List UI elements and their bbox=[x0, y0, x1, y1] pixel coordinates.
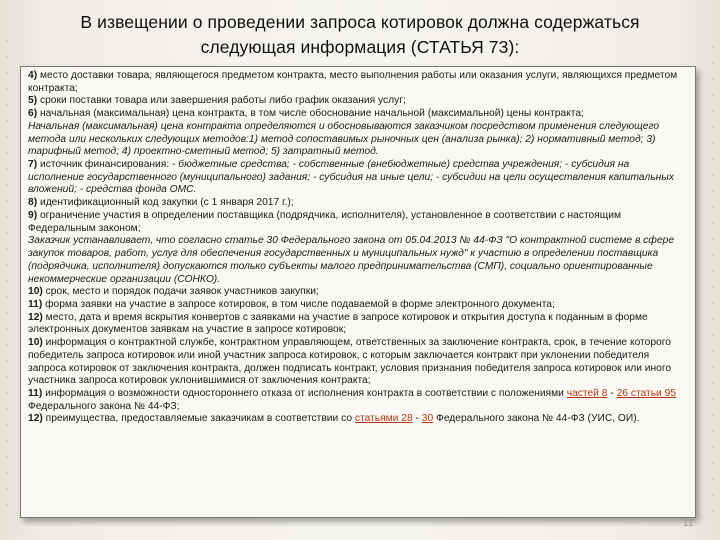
item-number: 5) bbox=[28, 95, 38, 107]
item-text: ограничение участия в определении поставщика (подрядчика, исполнителя), установленное в соответствии с настоящим Федеральным законом; bbox=[28, 209, 622, 234]
paragraph-12 bbox=[28, 312, 688, 337]
item-number: 4) bbox=[28, 70, 38, 81]
paragraph-11-refusal bbox=[28, 388, 688, 413]
item-text-end: Федерального закона № 44-ФЗ; bbox=[28, 400, 180, 412]
title-line-2: следующая информация (СТАТЬЯ 73): bbox=[200, 37, 520, 57]
link-articles-28[interactable]: статьями 28 bbox=[354, 413, 413, 425]
paragraph-8 bbox=[28, 197, 688, 210]
dash-separator: - bbox=[607, 387, 617, 399]
item-text: форма заявки на участие в запросе котировок, в том числе подаваемой в форме электронного документа; bbox=[42, 298, 555, 310]
item-text: место, дата и время вскрытия конвертов с заявками на участие в запросе котировок и открытия доступа к поданным в форме электронных документов заявкам на участие в запросе котировок; bbox=[28, 311, 648, 336]
item-text: начальная (максимальная) цена контракта, в том числе обоснование начальной (максимальной) цены контракта; bbox=[37, 108, 584, 120]
paragraph-10 bbox=[28, 286, 688, 299]
paragraph-12-advantages bbox=[28, 413, 688, 426]
item-text: место доставки товара, являющегося предметом контракта, место выполнения работы или оказания услуги, являющихся предметом контракта; bbox=[28, 70, 678, 94]
item-number: 6) bbox=[28, 108, 38, 120]
item-number: 8) bbox=[28, 197, 38, 209]
link-parts-8[interactable]: частей 8 bbox=[566, 387, 608, 399]
item-number: 9) bbox=[28, 209, 38, 221]
item-text: сроки поставки товара или завершения работы либо график оказания услуг; bbox=[37, 95, 406, 107]
item-number: 12) bbox=[28, 413, 43, 425]
paragraph-9 bbox=[28, 210, 688, 235]
price-methods-note: Начальная (максимальная) цена контракта определяются и обосновываются заказчиком посредством применения следующего метода или нескольких следующих методов:1) метод сопоставимых рыночных цен (анализа рынка); 2) нормативный метод; 3) тарифный метод; 4) проектно-сметный метод; 5) затратный метод. bbox=[28, 120, 660, 158]
item-number: 7) bbox=[28, 159, 38, 171]
item-number: 12) bbox=[28, 311, 43, 323]
smp-sonko-note: Заказчик устанавливает, что согласно статье 30 Федерального закона от 05.04.2013 № 44-ФЗ "О контрактной системе в сфере закупок товаров, работ, услуг для обеспечения государственных и муниципальных нужд" к участию в определении поставщика (подрядчика, исполнителя) допускаются только субъекты малого предпринимательства (СМП), социально ориентированные некоммерческие организации (СОНКО). bbox=[28, 235, 675, 285]
funding-sources-text: - бюджетные средства; - собственные (внебюджетные) средства учреждения; - субсидия на исполнение государственного (муниципального) задания; - субсидия на иные цели; - субсидии на цели осуществления капитальных вложений; - средства фонда ОМС. bbox=[28, 159, 674, 196]
item-text: источник финансирования: bbox=[37, 159, 173, 171]
item-number: 10) bbox=[28, 286, 43, 298]
item-text: информация о контрактной службе, контрактном управляющем, ответственных за заключение контракта, срок, в течение которого победитель запроса котировок или иной участник запроса котировок, с которым заключается контракт при уклонении победителя запроса котировок от заключения контракта, должен подписать контракт, условия признания победителя запроса котировок или иного участника запроса котировок уклонившимися от заключения контракта; bbox=[28, 337, 672, 387]
paragraph-11 bbox=[28, 299, 688, 312]
paragraph-5 bbox=[28, 95, 688, 108]
paragraph-6 bbox=[28, 108, 688, 121]
item-number: 11) bbox=[28, 298, 43, 310]
item-text-end: Федерального закона № 44-ФЗ (УИС, ОИ). bbox=[433, 413, 640, 425]
item-text: идентификационный код закупки (с 1 января 2017 г.); bbox=[37, 197, 294, 209]
dash-separator: - bbox=[412, 413, 422, 425]
link-article-95[interactable]: 26 статьи 95 bbox=[616, 387, 677, 399]
page-number: 11 bbox=[683, 518, 694, 529]
content-panel bbox=[20, 66, 696, 518]
paragraph-7 bbox=[28, 159, 688, 197]
item-text: срок, место и порядок подачи заявок участников закупки; bbox=[42, 286, 319, 298]
item-text: информация о возможности одностороннего отказа от исполнения контракта в соответствии с положениями bbox=[42, 387, 567, 399]
item-number: 11) bbox=[28, 387, 43, 399]
item-number: 10) bbox=[28, 337, 43, 349]
title-line-1: В извещении о проведении запроса котировок должна содержаться bbox=[80, 12, 640, 32]
paragraph-10-contract-service bbox=[28, 337, 688, 388]
link-article-30[interactable]: 30 bbox=[421, 413, 434, 425]
item-text: преимущества, предоставляемые заказчикам в соответствии со bbox=[42, 413, 355, 425]
paragraph-4 bbox=[28, 70, 688, 95]
slide-title bbox=[20, 6, 700, 64]
